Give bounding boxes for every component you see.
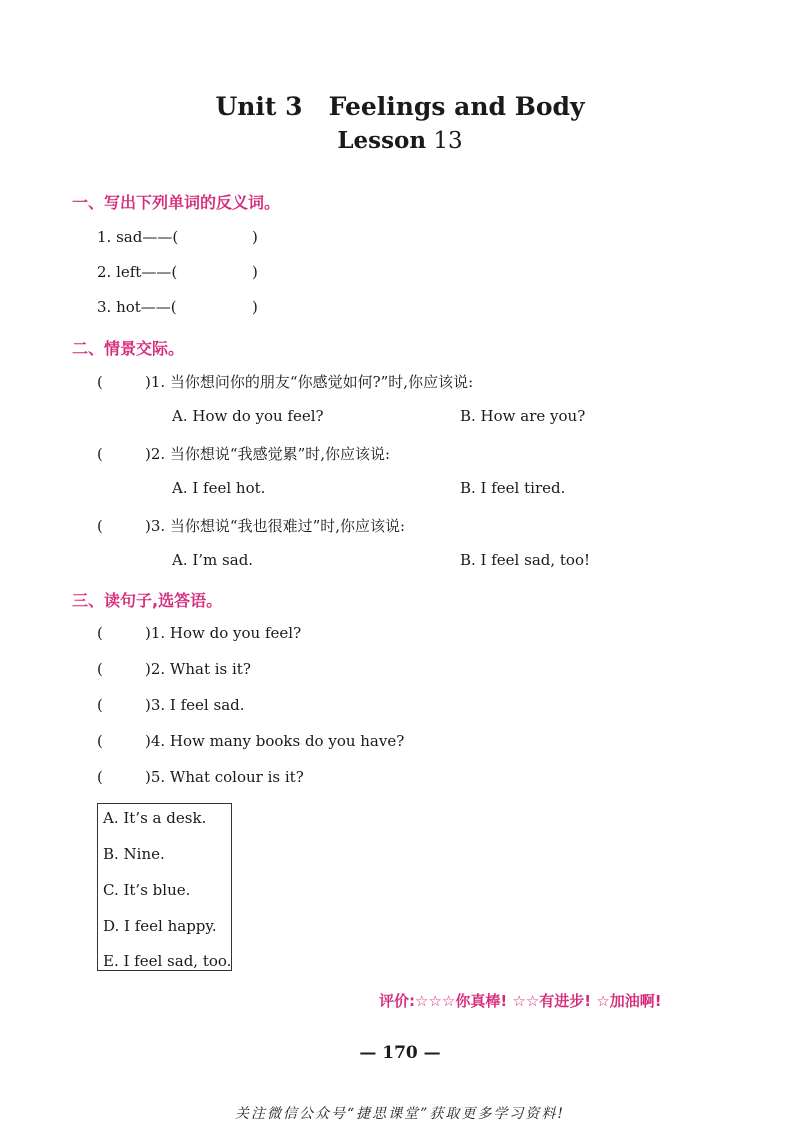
match-question-4: ( )4. How many books do you have? [97, 732, 405, 750]
unit-title [0, 92, 800, 121]
match-question-1: ( )1. How do you feel? [97, 624, 302, 642]
footer-note: 关注微信公众号“捷思课堂”获取更多学习资料! [235, 1106, 565, 1122]
rating-line: 评价:☆☆☆你真棒! ☆☆有进步! ☆加油啊! [379, 992, 662, 1010]
dialog-2-option-a: A. I feel hot. [172, 479, 266, 497]
antonym-item-1: 1. sad——( [97, 228, 179, 246]
answer-option-e: E. I feel sad, too. [103, 952, 232, 970]
answer-options-box [97, 803, 232, 971]
page-number: — 170 — [359, 1043, 441, 1063]
dialog-1-option-a: A. How do you feel? [172, 407, 324, 425]
dialog-question-1: ( )1. 当你想问你的朋友“你感觉如何?”时,你应该说: [97, 373, 474, 391]
lesson-title [0, 127, 800, 154]
answer-option-c: C. It’s blue. [103, 881, 191, 899]
dialog-question-3: ( )3. 当你想说“我也很难过”时,你应该说: [97, 517, 406, 535]
section2-heading: 二、情景交际。 [72, 339, 185, 358]
antonym-item-2-close: ) [252, 263, 258, 281]
answer-option-a: A. It’s a desk. [103, 809, 207, 827]
dialog-question-2: ( )2. 当你想说“我感觉累”时,你应该说: [97, 445, 391, 463]
dialog-3-option-a: A. I’m sad. [172, 551, 254, 569]
section1-heading: 一、写出下列单词的反义词。 [72, 193, 281, 212]
match-question-2: ( )2. What is it? [97, 660, 251, 678]
match-question-3: ( )3. I feel sad. [97, 696, 245, 714]
unit-name: Feelings and Body [328, 92, 585, 121]
antonym-item-3: 3. hot——( [97, 298, 177, 316]
answer-option-d: D. I feel happy. [103, 917, 217, 935]
dialog-3-option-b: B. I feel sad, too! [460, 551, 591, 569]
dialog-2-option-b: B. I feel tired. [460, 479, 566, 497]
match-question-5: ( )5. What colour is it? [97, 768, 304, 786]
dialog-1-option-b: B. How are you? [460, 407, 586, 425]
lesson-word: Lesson [337, 127, 427, 154]
answer-option-b: B. Nine. [103, 845, 165, 863]
lesson-number: 13 [433, 128, 463, 154]
section3-heading: 三、读句子,选答语。 [72, 591, 223, 610]
unit-number: Unit 3 [215, 92, 303, 121]
antonym-item-2: 2. left——( [97, 263, 178, 281]
antonym-item-3-close: ) [252, 298, 258, 316]
antonym-item-1-close: ) [252, 228, 258, 246]
